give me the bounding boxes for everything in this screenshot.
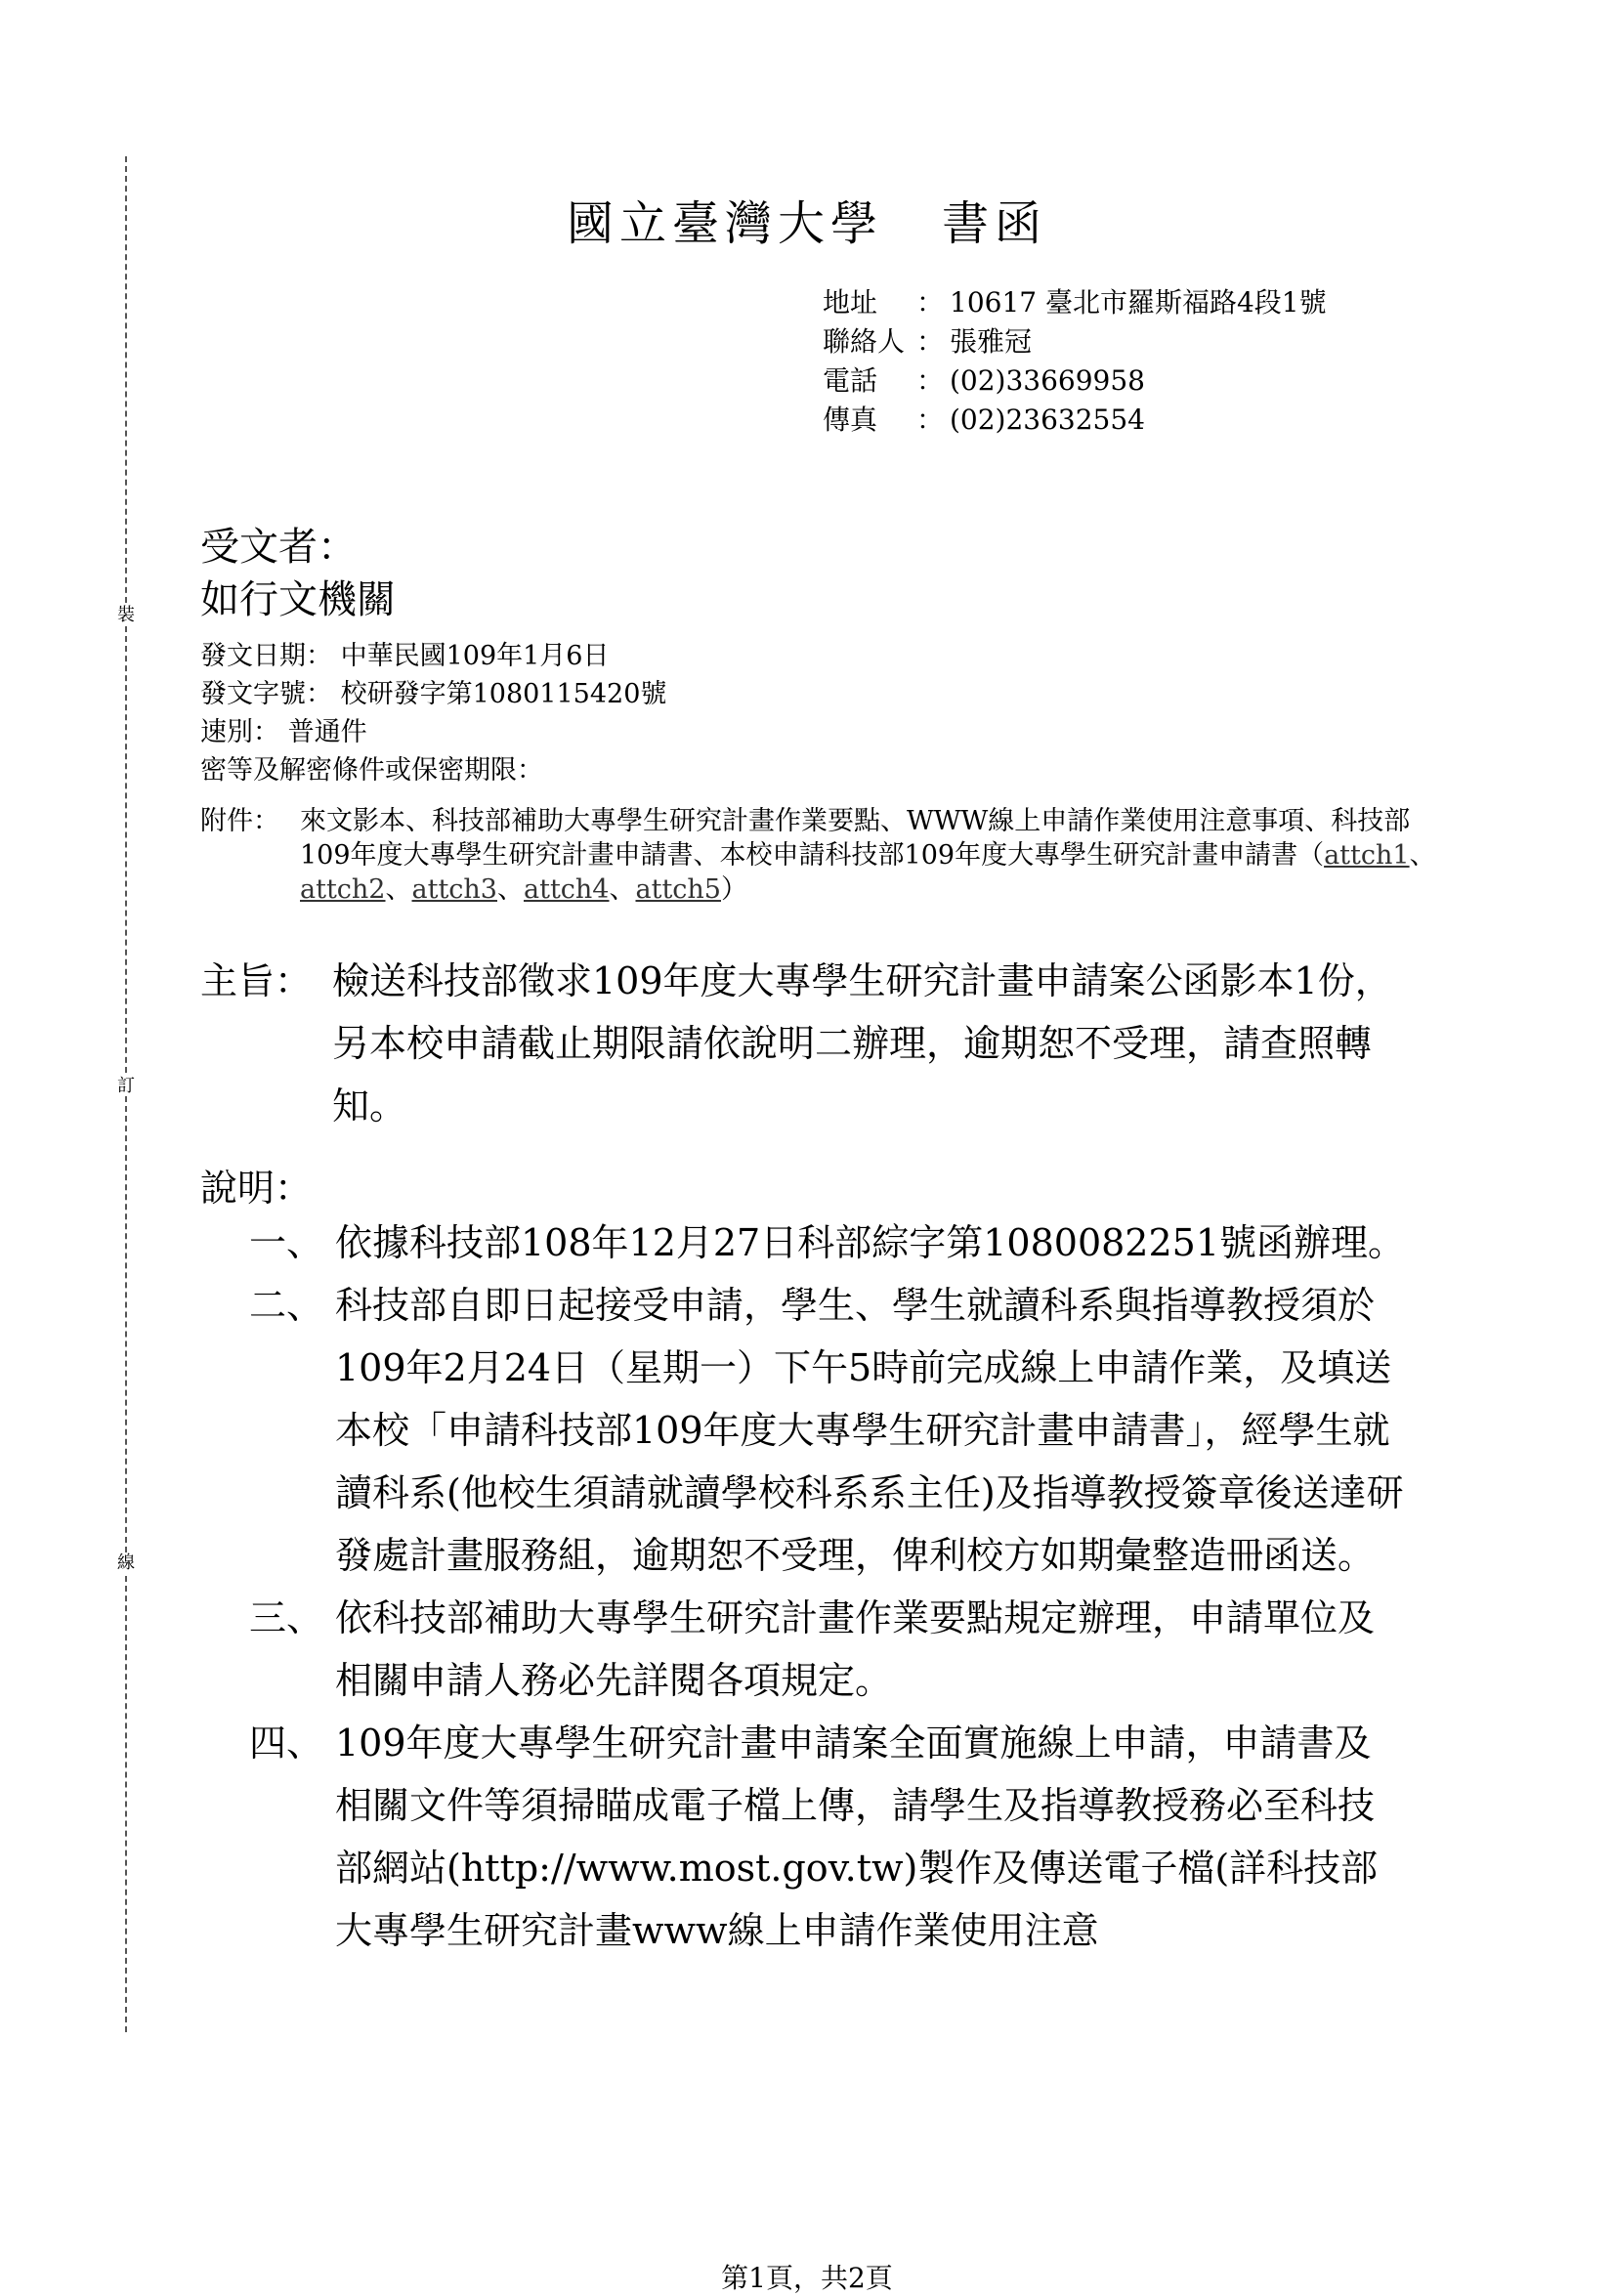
attachment-link-2[interactable]: attch2 <box>300 874 386 905</box>
title-document-type: 書函 <box>942 196 1048 251</box>
item-number: 四、 <box>249 1722 324 1765</box>
binding-mark-xian: 線 <box>117 1552 135 1573</box>
contact-address-row: 地址 ： 10617 臺北市羅斯福路4段1號 <box>823 283 1327 322</box>
item-text: 依科技部補助大專學生研究計畫作業要點規定辦理，申請單位及相關申請人務必先詳閱各項規定。 <box>335 1596 1376 1702</box>
item-text: 科技部自即日起接受申請，學生、學生就讀科系與指導教授須於109年2月24日（星期一）下午5時前完成線上申請作業，及填送本校「申請科技部109年度大專學生研究計畫申請書」，經學生就讀科系(他校生須請就讀學校科系系主任)及指導教授簽章後送達研發處計畫服務組，逾期恕不受理，俾利校方如期彙整造冊函送。 <box>335 1284 1404 1577</box>
recipient-label: 受文者： <box>200 525 357 570</box>
binding-mark-zhuang: 裝 <box>117 605 135 625</box>
contact-block <box>823 283 1327 440</box>
document-meta <box>200 637 666 789</box>
speed-label: 速別： <box>200 717 279 747</box>
item-text: 109年度大專學生研究計畫申請案全面實施線上申請，申請書及相關文件等須掃瞄成電子檔上傳，請學生及指導教授務必至科技部網站(http://www.most.gov.tw)製作及傳送電子檔(詳科技部大專學生研究計畫www線上申請作業使用注意 <box>335 1722 1379 1952</box>
item-text: 依據科技部108年12月27日科部綜字第1080082251號函辦理。 <box>335 1221 1406 1264</box>
attachments-body <box>300 804 1453 907</box>
item-number: 三、 <box>249 1596 324 1639</box>
speed-row <box>200 713 666 751</box>
attachment-link-3[interactable]: attch3 <box>411 874 497 905</box>
contact-fax-row: 傳真 ： (02)23632554 <box>823 401 1327 440</box>
address-value: 10617 臺北市羅斯福路4段1號 <box>950 286 1327 319</box>
description-item <box>249 1212 1422 1274</box>
fax-value: (02)23632554 <box>950 404 1145 436</box>
phone-value: (02)33669958 <box>950 364 1145 397</box>
attachment-links: （attch1、attch2、attch3、attch4、attch5） <box>300 840 1436 905</box>
issue-date-row <box>200 637 666 675</box>
phone-label: 電話 <box>823 364 878 397</box>
doc-number-value: 校研發字第1080115420號 <box>340 679 667 709</box>
subject-text: 檢送科技部徵求109年度大專學生研究計畫申請案公函影本1份，另本校申請截止期限請依說明二辦理，逾期恕不受理，請查照轉知。 <box>332 959 1392 1127</box>
description-label: 說明： <box>200 1167 313 1210</box>
issue-date-value: 中華民國109年1月6日 <box>340 641 610 671</box>
doc-number-row <box>200 675 666 713</box>
description-item <box>249 1274 1422 1587</box>
document-title <box>0 186 1614 253</box>
binding-mark-ding: 訂 <box>117 1076 135 1096</box>
attachment-link-4[interactable]: attch4 <box>524 874 610 905</box>
fax-label: 傳真 <box>823 404 878 436</box>
subject-block <box>200 950 1422 1137</box>
item-number: 一、 <box>249 1221 324 1264</box>
issue-date-label: 發文日期： <box>200 641 332 671</box>
description-item <box>249 1712 1422 1962</box>
page-footer: 第1頁，共2頁 <box>721 2262 893 2294</box>
speed-value: 普通件 <box>287 717 367 747</box>
doc-number-label: 發文字號： <box>200 679 332 709</box>
subject-label: 主旨： <box>200 959 313 1002</box>
person-label: 聯絡人 <box>823 325 906 358</box>
title-organization: 國立臺灣大學 <box>566 196 883 251</box>
secrecy-row <box>200 751 666 789</box>
recipient-value: 如行文機關 <box>200 577 396 622</box>
attachments-block <box>200 804 1470 907</box>
contact-phone-row: 電話 ： (02)33669958 <box>823 361 1327 401</box>
description-item <box>249 1587 1422 1712</box>
attachments-text: 來文影本、科技部補助大專學生研究計畫作業要點、WWW線上申請作業使用注意事項、科技部109年度大專學生研究計畫申請書、本校申請科技部109年度大專學生研究計畫申請書 <box>300 806 1411 871</box>
attachment-link-1[interactable]: attch1 <box>1324 840 1410 871</box>
secrecy-label: 密等及解密條件或保密期限： <box>200 755 543 786</box>
person-value: 張雅冠 <box>950 325 1033 358</box>
attachments-label: 附件： <box>200 806 279 836</box>
item-number: 二、 <box>249 1284 324 1327</box>
description-items <box>249 1212 1422 1962</box>
contact-person-row: 聯絡人 ： 張雅冠 <box>823 322 1327 361</box>
attachment-link-5[interactable]: attch5 <box>635 874 721 905</box>
address-label: 地址 <box>823 286 878 319</box>
